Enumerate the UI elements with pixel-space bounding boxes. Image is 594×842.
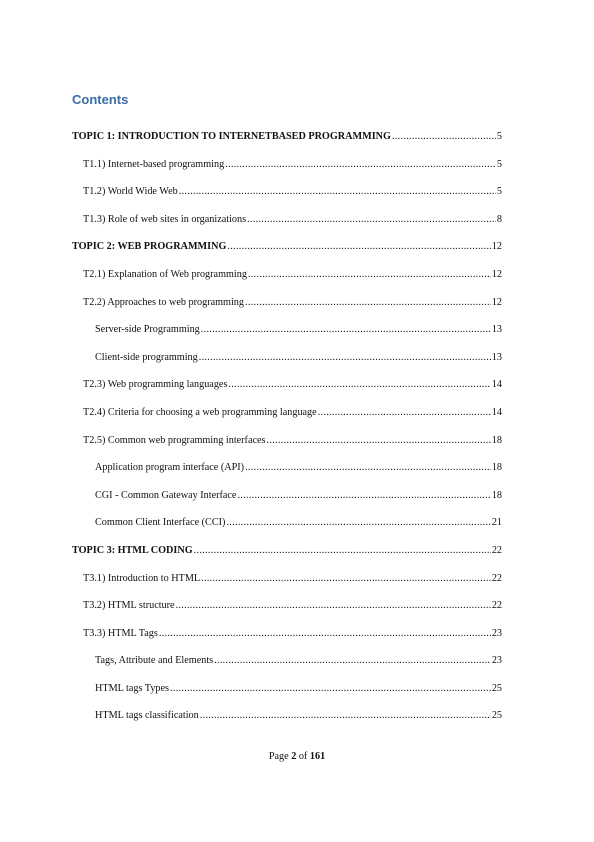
toc-entry-page: 25: [491, 710, 502, 722]
footer-page-prefix: Page: [268, 751, 289, 762]
toc-entry-page: 14: [491, 379, 502, 391]
toc-dot-leader: [170, 683, 491, 694]
toc-entry[interactable]: [72, 573, 502, 601]
toc-dot-leader: [179, 186, 496, 197]
toc-entry-title: Server-side Programming: [95, 324, 200, 336]
toc-dot-leader: [201, 573, 491, 584]
toc-dot-leader: [248, 269, 491, 280]
page-footer: [0, 751, 594, 762]
toc-entry[interactable]: [72, 407, 502, 435]
toc-entry[interactable]: [72, 297, 502, 325]
toc-entry-page: 18: [491, 434, 502, 446]
toc-entry-title: T2.4) Criteria for choosing a web programming language: [83, 406, 317, 418]
toc-entry-title: T3.2) HTML structure: [83, 600, 175, 612]
toc-entry[interactable]: [72, 490, 502, 518]
table-of-contents: [72, 131, 502, 738]
toc-entry-title: T2.1) Explanation of Web programming: [83, 268, 247, 280]
toc-dot-leader: [225, 159, 496, 170]
toc-entry-title: TOPIC 1: INTRODUCTION TO INTERNETBASED PROGRAMMING: [72, 131, 391, 142]
toc-entry[interactable]: [72, 159, 502, 187]
toc-entry[interactable]: [72, 517, 502, 545]
toc-entry-page: 12: [491, 296, 502, 308]
toc-entry[interactable]: [72, 241, 502, 269]
toc-entry-title: T2.3) Web programming languages: [83, 379, 228, 391]
toc-entry-title: T2.5) Common web programming interfaces: [83, 434, 266, 446]
toc-entry-page: 25: [491, 682, 502, 694]
toc-dot-leader: [200, 710, 491, 721]
toc-entry-title: HTML tags Types: [95, 682, 169, 694]
toc-entry-page: 23: [491, 627, 502, 639]
toc-entry-page: 14: [491, 406, 502, 418]
toc-entry-title: HTML tags classification: [95, 710, 199, 722]
toc-entry-page: 21: [491, 517, 502, 529]
toc-dot-leader: [237, 490, 490, 501]
toc-entry[interactable]: [72, 600, 502, 628]
toc-entry-title: TOPIC 3: HTML CODING: [72, 544, 193, 556]
toc-entry-page: 18: [491, 489, 502, 501]
toc-entry-page: 13: [491, 324, 502, 336]
toc-entry[interactable]: [72, 324, 502, 352]
toc-entry-title: T1.3) Role of web sites in organizations: [83, 213, 247, 225]
toc-dot-leader: [199, 352, 491, 363]
toc-entry-title: TOPIC 2: WEB PROGRAMMING: [72, 241, 227, 253]
toc-entry-title: T1.1) Internet-based programming: [83, 158, 225, 170]
toc-dot-leader: [245, 297, 491, 308]
toc-dot-leader: [247, 214, 496, 225]
toc-entry[interactable]: [72, 269, 502, 297]
toc-entry[interactable]: [72, 710, 502, 738]
toc-entry-title: T1.2) World Wide Web: [83, 186, 178, 198]
toc-entry-page: 23: [491, 655, 502, 667]
toc-dot-leader: [201, 324, 491, 335]
toc-entry-title: T2.2) Approaches to web programming: [83, 296, 244, 308]
toc-dot-leader: [227, 241, 490, 252]
toc-entry-page: 8: [496, 213, 502, 225]
toc-entry[interactable]: [72, 131, 502, 159]
toc-entry-page: 12: [491, 241, 502, 253]
toc-entry[interactable]: [72, 352, 502, 380]
toc-entry-page: 5: [496, 131, 502, 142]
toc-entry[interactable]: [72, 186, 502, 214]
toc-dot-leader: [214, 655, 491, 666]
toc-dot-leader: [318, 407, 491, 418]
toc-dot-leader: [266, 435, 490, 446]
toc-entry[interactable]: [72, 462, 502, 490]
toc-dot-leader: [228, 379, 490, 390]
toc-entry[interactable]: [72, 379, 502, 407]
toc-entry-page: 22: [491, 544, 502, 556]
footer-total-pages: 161: [309, 751, 326, 762]
toc-entry-title: T3.1) Introduction to HTML: [83, 572, 201, 584]
toc-entry-page: 5: [496, 158, 502, 170]
toc-entry[interactable]: [72, 435, 502, 463]
toc-entry-title: Application program interface (API): [95, 462, 245, 474]
toc-entry-title: T3.3) HTML Tags: [83, 627, 158, 639]
toc-dot-leader: [245, 462, 491, 473]
toc-entry-page: 12: [491, 268, 502, 280]
toc-entry-title: CGI - Common Gateway Interface: [95, 489, 237, 501]
contents-heading: Contents: [72, 92, 129, 107]
toc-entry[interactable]: [72, 214, 502, 242]
toc-entry[interactable]: [72, 628, 502, 656]
toc-entry-title: Client-side programming: [95, 351, 198, 363]
toc-entry-page: 22: [491, 572, 502, 584]
toc-dot-leader: [159, 628, 491, 639]
footer-of: of: [298, 751, 308, 762]
toc-entry-page: 5: [496, 186, 502, 198]
toc-entry-page: 18: [491, 462, 502, 474]
toc-dot-leader: [176, 600, 491, 611]
toc-entry[interactable]: [72, 683, 502, 711]
toc-entry-page: 13: [491, 351, 502, 363]
footer-current-page: 2: [291, 751, 297, 762]
toc-dot-leader: [392, 131, 496, 142]
toc-entry-title: Tags, Attribute and Elements: [95, 655, 214, 667]
toc-entry-title: Common Client Interface (CCI): [95, 517, 226, 529]
toc-entry[interactable]: [72, 655, 502, 683]
toc-dot-leader: [194, 545, 491, 556]
toc-dot-leader: [226, 517, 490, 528]
toc-entry[interactable]: [72, 545, 502, 573]
toc-entry-page: 22: [491, 600, 502, 612]
